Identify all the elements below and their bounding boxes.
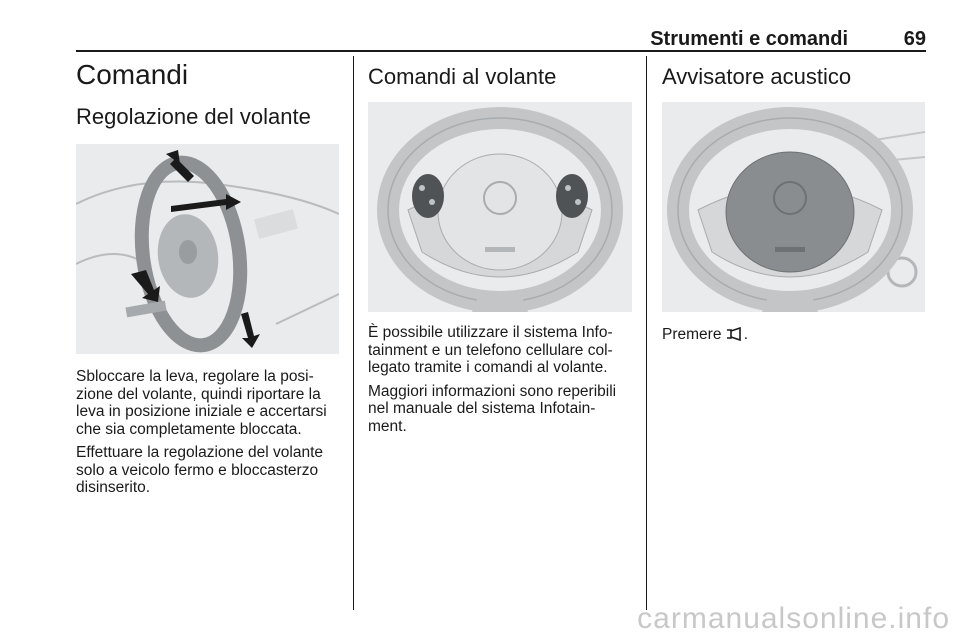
arrow-down-icon — [241, 312, 260, 348]
paragraph: Sbloccare la leva, regolare la posi- zione del volante, quindi riportare la leva in posizione iniziale e accertarsi che sia completamente bloccata. — [76, 368, 327, 438]
column-steering-controls — [368, 56, 632, 441]
horn-icon — [726, 327, 744, 341]
chapter-title: Comandi — [76, 59, 189, 90]
watermark: carmanualsonline.info — [637, 602, 950, 635]
paragraph: È possibile utilizzare il sistema Info- tainment e un telefono cellulare col- legato tramite i comandi al volante. — [368, 324, 613, 376]
section-title: Avvisatore acustico — [662, 64, 852, 89]
horn-instruction-suffix: . — [743, 326, 749, 343]
right-control-pad-icon — [556, 174, 588, 218]
column-horn — [662, 56, 926, 350]
page-number: 69 — [903, 28, 926, 50]
paragraph: Maggiori informazioni sono reperibili nel manuale del sistema Infotain- ment. — [368, 382, 617, 435]
steering-adjustment-illustration — [76, 144, 339, 354]
column-divider — [353, 56, 354, 610]
running-header-title: Strumenti e comandi — [650, 28, 848, 50]
steering-controls-illustration — [368, 102, 632, 312]
left-control-pad-icon — [412, 174, 444, 218]
horn-instruction — [662, 326, 926, 344]
header-rule — [76, 50, 926, 52]
column-steering-adjustment — [76, 56, 341, 503]
section-title: Regolazione del volante — [76, 104, 311, 129]
paragraph: Effettuare la regolazione del volante solo a veicolo fermo e bloccasterzo disinserito. — [76, 444, 324, 496]
horn-illustration — [662, 102, 925, 312]
horn-instruction-prefix: Premere — [662, 326, 726, 343]
section-title: Comandi al volante — [368, 64, 557, 89]
column-divider — [646, 56, 647, 610]
